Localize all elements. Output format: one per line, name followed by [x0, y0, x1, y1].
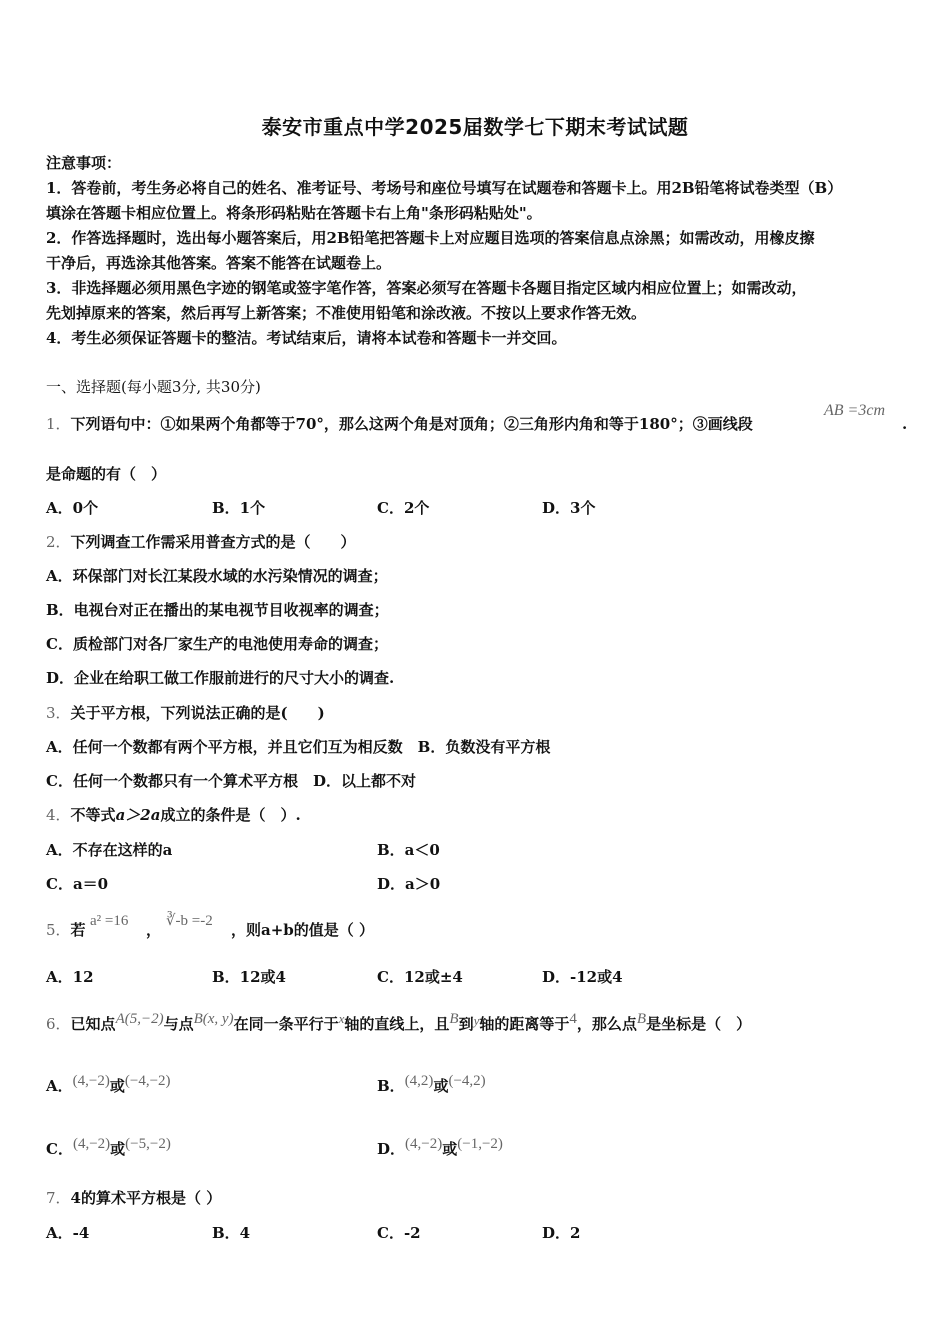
option-b[interactable]: B．12或4 [212, 968, 286, 986]
question-text: 在同一条平行于 [233, 1015, 339, 1033]
var-b: B [636, 1011, 647, 1027]
math-expression: a² =16 [90, 913, 129, 929]
question-number: 3． [46, 704, 71, 722]
question-text: 轴的距离等于 [479, 1015, 570, 1033]
math-a-squared [90, 910, 128, 931]
point-b: B(x, y) [193, 1011, 234, 1027]
question-number: 2． [46, 533, 71, 551]
option-cd[interactable]: C．任何一个数都只有一个算术平方根 D．以上都不对 [46, 772, 416, 790]
period: . [902, 415, 908, 433]
option-b[interactable]: B．1个 [212, 499, 266, 517]
option-a[interactable]: A．0个 [46, 499, 99, 517]
comma: ， [146, 921, 162, 939]
question-text: ，那么点 [576, 1015, 637, 1033]
option-label: A． [46, 1077, 73, 1095]
question-text: 下列语句中：①如果两个角都等于70°，那么这两个角是对顶角；②三角形内角和等于180°；③画线段 [70, 415, 753, 433]
coordinate: (4,2) [404, 1073, 434, 1089]
option-c[interactable]: C．12或±4 [377, 968, 463, 986]
option-a[interactable]: A．-4 [46, 1224, 90, 1242]
or-text: 或 [109, 1077, 125, 1095]
question-4 [46, 805, 301, 825]
option-d[interactable]: D．-12或4 [542, 968, 623, 986]
option-d[interactable] [377, 1136, 503, 1160]
option-a[interactable] [46, 1073, 171, 1097]
question-text: 若 [70, 921, 86, 939]
option-a[interactable]: A．不存在这样的a [46, 841, 173, 859]
question-text: 到 [458, 1015, 474, 1033]
notice-line: 先划掉原来的答案，然后再写上新答案；不准使用铅笔和涂改液。不按以上要求作答无效。 [46, 304, 647, 322]
question-7 [46, 1188, 221, 1208]
question-number: 5． [46, 921, 71, 939]
page-title: 泰安市重点中学2025届数学七下期末考试试题 [261, 115, 689, 139]
notice-line: 3．非选择题必须用黑色字迹的钢笔或签字笔作答，答案必须写在答题卡各题目指定区域内相应位置上；如需改动， [46, 279, 807, 297]
math-cube-root [166, 910, 213, 931]
coordinate: (−1,−2) [457, 1136, 503, 1152]
question-text: 已知点 [70, 1015, 116, 1033]
option-c[interactable] [46, 1136, 171, 1160]
section-heading: 一、选择题(每小题3分, 共30分) [46, 378, 261, 396]
coordinate: (−5,−2) [125, 1136, 171, 1152]
var-b: B [449, 1011, 459, 1027]
question-text: 成立的条件是（ ）. [160, 806, 301, 824]
coordinate: (4,−2) [405, 1136, 443, 1152]
option-d[interactable]: D．企业在给职工做工作服前进行的尺寸大小的调查. [46, 669, 395, 687]
notice-line: 干净后，再选涂其他答案。答案不能答在试题卷上。 [46, 254, 392, 272]
question-6 [46, 1011, 752, 1035]
option-label: C． [46, 1140, 73, 1158]
var-x: x [338, 1011, 345, 1026]
coordinate: (−4,2) [448, 1073, 486, 1089]
number-four: 4 [569, 1011, 577, 1027]
coordinate: (4,−2) [72, 1073, 110, 1089]
question-text: 关于平方根，下列说法正确的是( ) [70, 704, 325, 722]
notice-line: 1．答卷前，考生务必将自己的姓名、准考证号、考场号和座位号填写在试题卷和答题卡上。用2B铅笔将试卷类型（B） [46, 179, 843, 197]
notice-line: 4．考生必须保证答题卡的整洁。考试结束后，请将本试卷和答题卡一并交回。 [46, 329, 567, 347]
question-text: 4的算术平方根是（ ） [70, 1189, 222, 1207]
notice-line: 填涂在答题卡相应位置上。将条形码粘贴在答题卡右上角"条形码粘贴处"。 [46, 204, 542, 222]
option-a[interactable]: A．12 [46, 968, 94, 986]
question-number: 1． [46, 415, 71, 433]
question-1 [46, 414, 753, 434]
question-2 [46, 532, 356, 552]
coordinate: (4,−2) [72, 1136, 111, 1152]
question-text: 不等式 [70, 806, 116, 824]
option-b[interactable]: B．电视台对正在播出的某电视节目收视率的调查； [46, 601, 389, 619]
notice-line: 2．作答选择题时，选出每小题答案后，用2B铅笔把答题卡上对应题目选项的答案信息点涂黑；如需改动，用橡皮擦 [46, 229, 815, 247]
option-label: D． [377, 1140, 406, 1158]
math-expression: AB =3cm [824, 402, 885, 419]
question-text: 轴的直线上，且 [344, 1015, 450, 1033]
question-text: 是命题的有（ ） [46, 465, 167, 483]
option-label: B． [377, 1077, 405, 1095]
question-number: 7． [46, 1189, 71, 1207]
question-text: 下列调查工作需采用普查方式的是（ ） [70, 533, 356, 551]
option-d[interactable]: D．a＞0 [377, 875, 441, 893]
option-c[interactable]: C．2个 [377, 499, 430, 517]
question-5 [46, 920, 86, 940]
or-text: 或 [442, 1140, 458, 1158]
math-ab [824, 400, 885, 421]
coordinate: (−4,−2) [124, 1073, 171, 1089]
inequality: a＞2a [115, 806, 161, 824]
math-expression: ∛-b =-2 [166, 913, 213, 929]
or-text: 或 [110, 1140, 126, 1158]
option-c[interactable]: C．a＝0 [46, 875, 109, 893]
question-text: 与点 [163, 1015, 194, 1033]
or-text: 或 [433, 1077, 449, 1095]
var-y: y [473, 1013, 480, 1028]
question-text: 是坐标是（ ） [646, 1015, 752, 1033]
option-ab[interactable]: A．任何一个数都有两个平方根，并且它们互为相反数 B．负数没有平方根 [46, 738, 551, 756]
question-text: ，则a+b的值是（ ） [231, 921, 374, 939]
question-number: 4． [46, 806, 71, 824]
point-a: A(5,−2) [115, 1011, 164, 1027]
option-b[interactable] [377, 1073, 486, 1097]
option-c[interactable]: C．-2 [377, 1224, 421, 1242]
option-c[interactable]: C．质检部门对各厂家生产的电池使用寿命的调查； [46, 635, 388, 653]
option-a[interactable]: A．环保部门对长江某段水域的水污染情况的调查； [46, 567, 388, 585]
option-d[interactable]: D．3个 [542, 499, 596, 517]
question-3 [46, 703, 325, 723]
notice-heading: 注意事项： [46, 154, 122, 172]
option-b[interactable]: B．4 [212, 1224, 251, 1242]
question-number: 6． [46, 1015, 71, 1033]
option-b[interactable]: B．a＜0 [377, 841, 440, 859]
option-d[interactable]: D．2 [542, 1224, 581, 1242]
